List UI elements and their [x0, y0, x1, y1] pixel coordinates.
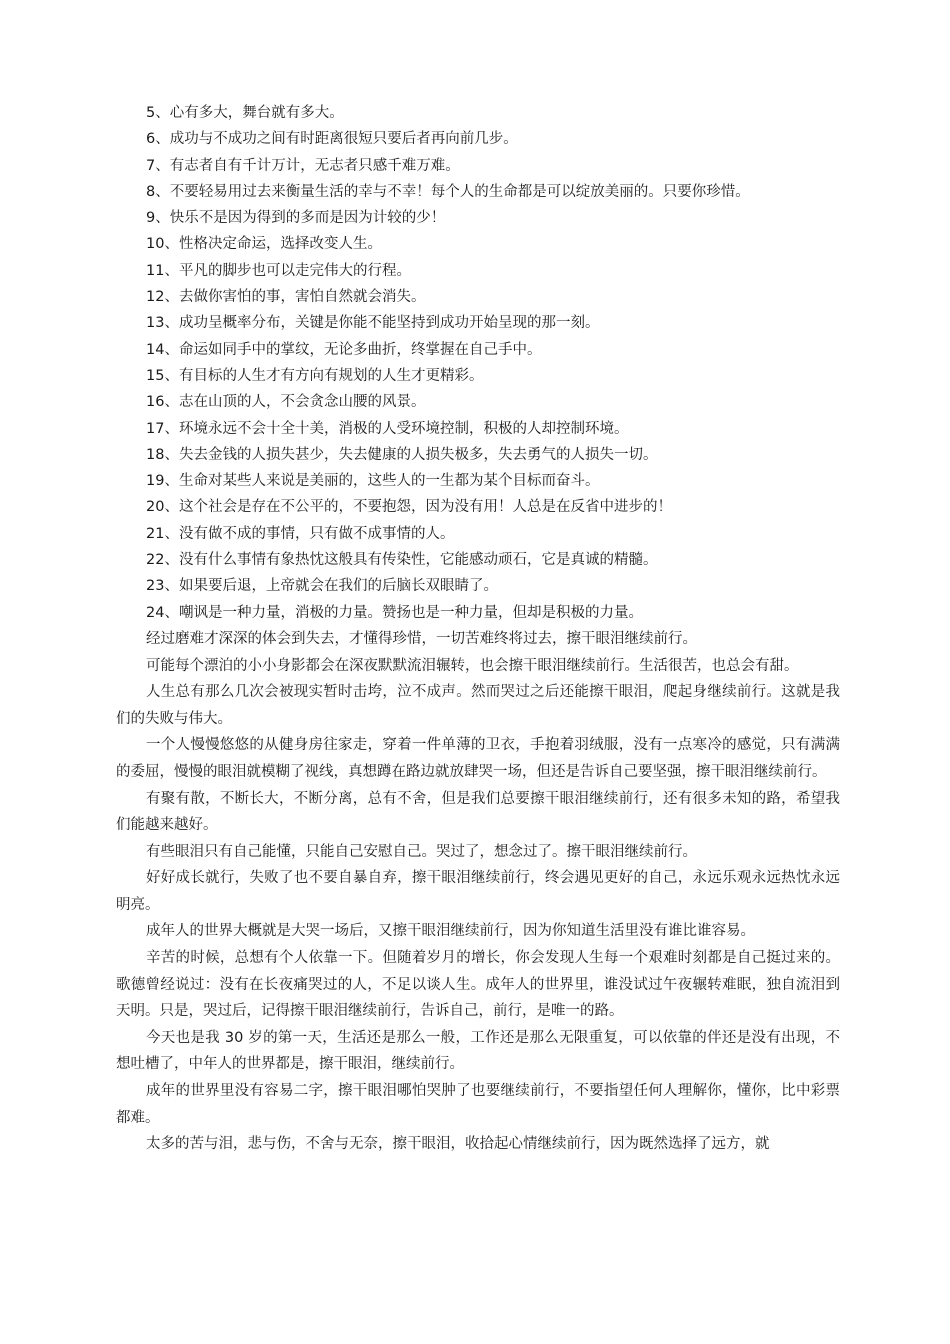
- list-item: 24、嘲讽是一种力量，消极的力量。赞扬也是一种力量，但却是积极的力量。: [146, 604, 643, 621]
- paragraph: 太多的苦与泪，悲与伤，不舍与无奈，擦干眼泪，收拾起心情继续前行，因为既然选择了远方，就: [146, 1136, 770, 1153]
- paragraph: 可能每个漂泊的小小身影都会在深夜默默流泪辗转，也会擦干眼泪继续前行。生活很苦，也总会有甜。: [146, 657, 799, 674]
- paragraph: 有些眼泪只有自己能懂，只能自己安慰自己。哭过了，想念过了。擦干眼泪继续前行。: [146, 843, 697, 860]
- paragraph: 一个人慢慢悠悠的从健身房往家走，穿着一件单薄的卫衣，手抱着羽绒服，没有一点寒冷的感觉，只有满满的委屈，慢慢的眼泪就模糊了视线，真想蹲在路边就放肆哭一场，但还是告诉自己要坚强，擦干眼泪继续前行。: [116, 737, 840, 780]
- list-item: 10、性格决定命运，选择改变人生。: [146, 236, 382, 253]
- list-item: 14、命运如同手中的掌纹，无论多曲折，终掌握在自己手中。: [146, 341, 542, 358]
- list-item: 13、成功呈概率分布，关键是你能不能坚持到成功开始呈现的那一刻。: [146, 315, 600, 332]
- paragraph: 经过磨难才深深的体会到失去，才懂得珍惜，一切苦难终将过去，擦干眼泪继续前行。: [146, 630, 697, 647]
- list-item: 15、有目标的人生才有方向有规划的人生才更精彩。: [146, 367, 484, 384]
- list-item: 7、有志者自有千计万计，无志者只感千难万难。: [146, 157, 460, 174]
- list-item: 5、心有多大，舞台就有多大。: [146, 105, 344, 121]
- paragraph: 今天也是我 30 岁的第一天，生活还是那么一般，工作还是那么无限重复，可以依靠的伴还是没有出现，不想吐槽了，中年人的世界都是，擦干眼泪，继续前行。: [116, 1029, 840, 1073]
- document-page: [116, 100, 840, 1158]
- list-item: 8、不要轻易用过去来衡量生活的幸与不幸！每个人的生命都是可以绽放美丽的。只要你珍惜。: [146, 183, 750, 200]
- list-item: 23、如果要后退，上帝就会在我们的后脑长双眼睛了。: [146, 578, 498, 595]
- paragraph: 好好成长就行，失败了也不要自暴自弃，擦干眼泪继续前行，终会遇见更好的自己，永远乐观永远热忱永远明亮。: [116, 870, 840, 913]
- paragraph: 有聚有散，不断长大，不断分离，总有不舍，但是我们总要擦干眼泪继续前行，还有很多未知的路，希望我们能越来越好。: [116, 790, 840, 834]
- list-item: 18、失去金钱的人损失甚少，失去健康的人损失极多，失去勇气的人损失一切。: [146, 446, 658, 463]
- list-item: 20、这个社会是存在不公平的，不要抱怨，因为没有用！人总是在反省中进步的！: [146, 499, 672, 516]
- paragraph: 成年人的世界大概就是大哭一场后，又擦干眼泪继续前行，因为你知道生活里没有谁比谁容易。: [146, 923, 755, 940]
- list-item: 22、没有什么事情有象热忱这般具有传染性，它能感动顽石，它是真诚的精髓。: [146, 552, 658, 569]
- quote-list: [116, 100, 840, 626]
- list-item: 17、环境永远不会十全十美，消极的人受环境控制，积极的人却控制环境。: [146, 420, 629, 437]
- list-item: 21、没有做不成的事情，只有做不成事情的人。: [146, 525, 455, 542]
- list-item: 6、成功与不成功之间有时距离很短只要后者再向前几步。: [146, 131, 518, 148]
- list-item: 16、志在山顶的人，不会贪念山腰的风景。: [146, 394, 426, 411]
- list-item: 9、快乐不是因为得到的多而是因为计较的少！: [146, 210, 446, 227]
- list-item: 11、平凡的脚步也可以走完伟大的行程。: [146, 262, 411, 279]
- paragraph: 辛苦的时候，总想有个人依靠一下。但随着岁月的增长，你会发现人生每一个艰难时刻都是自己挺过来的。歌德曾经说过：没有在长夜痛哭过的人，不足以谈人生。成年人的世界里，谁没试过午夜辗转难眠，独自流泪到天明。只是，哭过后，记得擦干眼泪继续前行，告诉自己，前行，是唯一的路。: [116, 950, 840, 1020]
- list-item: 19、生命对某些人来说是美丽的，这些人的一生都为某个目标而奋斗。: [146, 473, 600, 490]
- paragraph: 成年的世界里没有容易二字，擦干眼泪哪怕哭肿了也要继续前行，不要指望任何人理解你，懂你，比中彩票都难。: [116, 1083, 840, 1126]
- list-item: 12、去做你害怕的事，害怕自然就会消失。: [146, 289, 426, 306]
- paragraph: 人生总有那么几次会被现实暂时击垮，泣不成声。然而哭过之后还能擦干眼泪，爬起身继续前行。这就是我们的失败与伟大。: [116, 684, 840, 727]
- body-text: [116, 626, 840, 1158]
